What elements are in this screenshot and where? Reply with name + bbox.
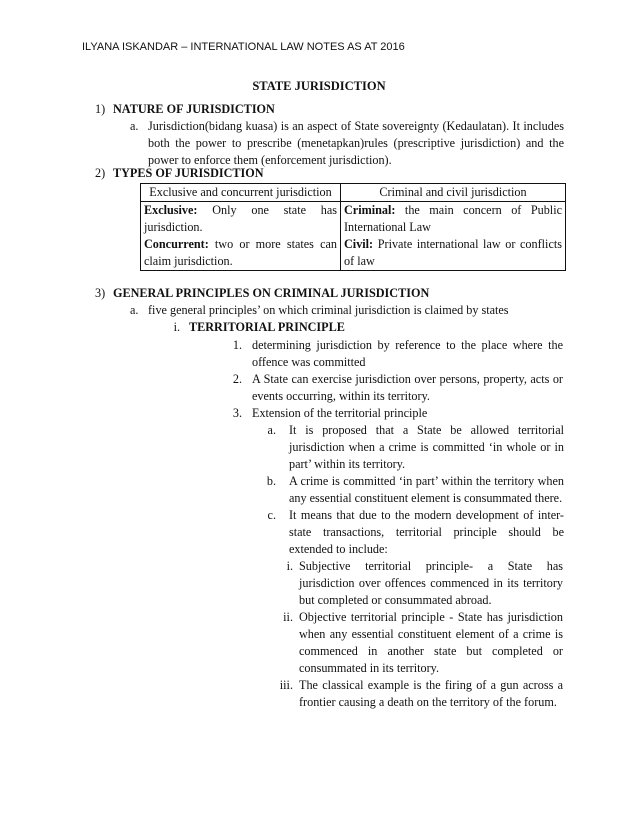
list-item-number: 3. bbox=[232, 406, 242, 420]
section-2 bbox=[95, 165, 575, 182]
table-header-cell: Criminal and civil jurisdiction bbox=[341, 184, 566, 202]
exclusive-text: Only one state has jurisdiction. bbox=[144, 203, 337, 234]
territorial-principle-heading: TERRITORIAL PRINCIPLE bbox=[189, 320, 345, 334]
concurrent-label: Concurrent: bbox=[144, 237, 209, 251]
section-1 bbox=[95, 101, 575, 118]
roman-item: Objective territorial principle - State has jurisdiction when any essential constituent element of a crime is commenced in another state but completed or consummated in its territory. bbox=[299, 610, 563, 675]
section-1-number: 1) bbox=[95, 102, 106, 116]
table-header-cell: Exclusive and concurrent jurisdiction bbox=[141, 184, 341, 202]
list-item: Extension of the territorial principle bbox=[252, 406, 428, 420]
civil-label: Civil: bbox=[344, 237, 374, 251]
list-item-number: 1. bbox=[232, 338, 242, 352]
jurisdiction-types-table bbox=[140, 183, 566, 271]
section-2-number: 2) bbox=[95, 166, 106, 180]
roman-item: Subjective territorial principle- a State has jurisdiction over offences commenced in its territory but completed or consummated abroad. bbox=[299, 559, 563, 607]
section-1-heading: NATURE OF JURISDICTION bbox=[113, 102, 275, 116]
table-header-row bbox=[141, 184, 566, 202]
sub-item-number: c. bbox=[267, 508, 276, 522]
civil-text: Private international law or conflicts of law bbox=[344, 237, 562, 268]
table-row bbox=[141, 202, 566, 271]
section-3-number: 3) bbox=[95, 286, 106, 300]
section-3-item-a-text: five general principles’ on which criminal jurisdiction is claimed by states bbox=[148, 303, 509, 317]
section-3-heading: GENERAL PRINCIPLES ON CRIMINAL JURISDICTION bbox=[113, 286, 430, 300]
list-item-number: 2. bbox=[232, 372, 242, 386]
territorial-principle-number: i. bbox=[173, 320, 180, 334]
sub-item-number: a. bbox=[267, 423, 276, 437]
list-item: determining jurisdiction by reference to the place where the offence was committed bbox=[252, 338, 563, 369]
list-item: A State can exercise jurisdiction over persons, property, acts or events occurring, within its territory. bbox=[252, 372, 563, 403]
section-3 bbox=[95, 285, 575, 302]
sub-item: It is proposed that a State be allowed territorial jurisdiction when a crime is committed ‘in whole or in part’ within its territory. bbox=[289, 423, 564, 471]
roman-item-number: i. bbox=[286, 559, 293, 573]
table-cell-exclusive-concurrent bbox=[141, 202, 341, 271]
criminal-definition bbox=[344, 202, 562, 236]
exclusive-definition bbox=[144, 202, 337, 236]
concurrent-text: two or more states can claim jurisdiction. bbox=[144, 237, 337, 268]
section-1-item-a-number: a. bbox=[130, 119, 139, 133]
concurrent-definition bbox=[144, 236, 337, 270]
roman-item-number: iii. bbox=[279, 678, 293, 692]
sub-item: It means that due to the modern development of inter-state transactions, territorial principle should be extended to include: bbox=[289, 508, 564, 556]
table-cell-criminal-civil bbox=[341, 202, 566, 271]
roman-item-number: ii. bbox=[283, 610, 293, 624]
page-header: ILYANA ISKANDAR – INTERNATIONAL LAW NOTES AS AT 2016 bbox=[82, 41, 405, 53]
exclusive-label: Exclusive: bbox=[144, 203, 198, 217]
criminal-text: the main concern of Public International Law bbox=[344, 203, 562, 234]
section-2-heading: TYPES OF JURISDICTION bbox=[113, 166, 264, 180]
civil-definition bbox=[344, 236, 562, 270]
sub-item: A crime is committed ‘in part’ within the territory when any essential constituent element is consummated there. bbox=[289, 474, 564, 505]
section-1-item-a-text: Jurisdiction(bidang kuasa) is an aspect of State sovereignty (Kedaulatan). It includes both the power to prescribe (menetapkan)rules (prescriptive jurisdiction) and the power to enforce them (enforcement jurisdiction). bbox=[148, 119, 564, 167]
criminal-label: Criminal: bbox=[344, 203, 396, 217]
sub-item-number: b. bbox=[266, 474, 276, 488]
roman-item: The classical example is the firing of a gun across a frontier causing a death on the territory of the forum. bbox=[299, 678, 563, 709]
section-3-item-a-number: a. bbox=[130, 303, 139, 317]
document-title: STATE JURISDICTION bbox=[252, 79, 386, 93]
